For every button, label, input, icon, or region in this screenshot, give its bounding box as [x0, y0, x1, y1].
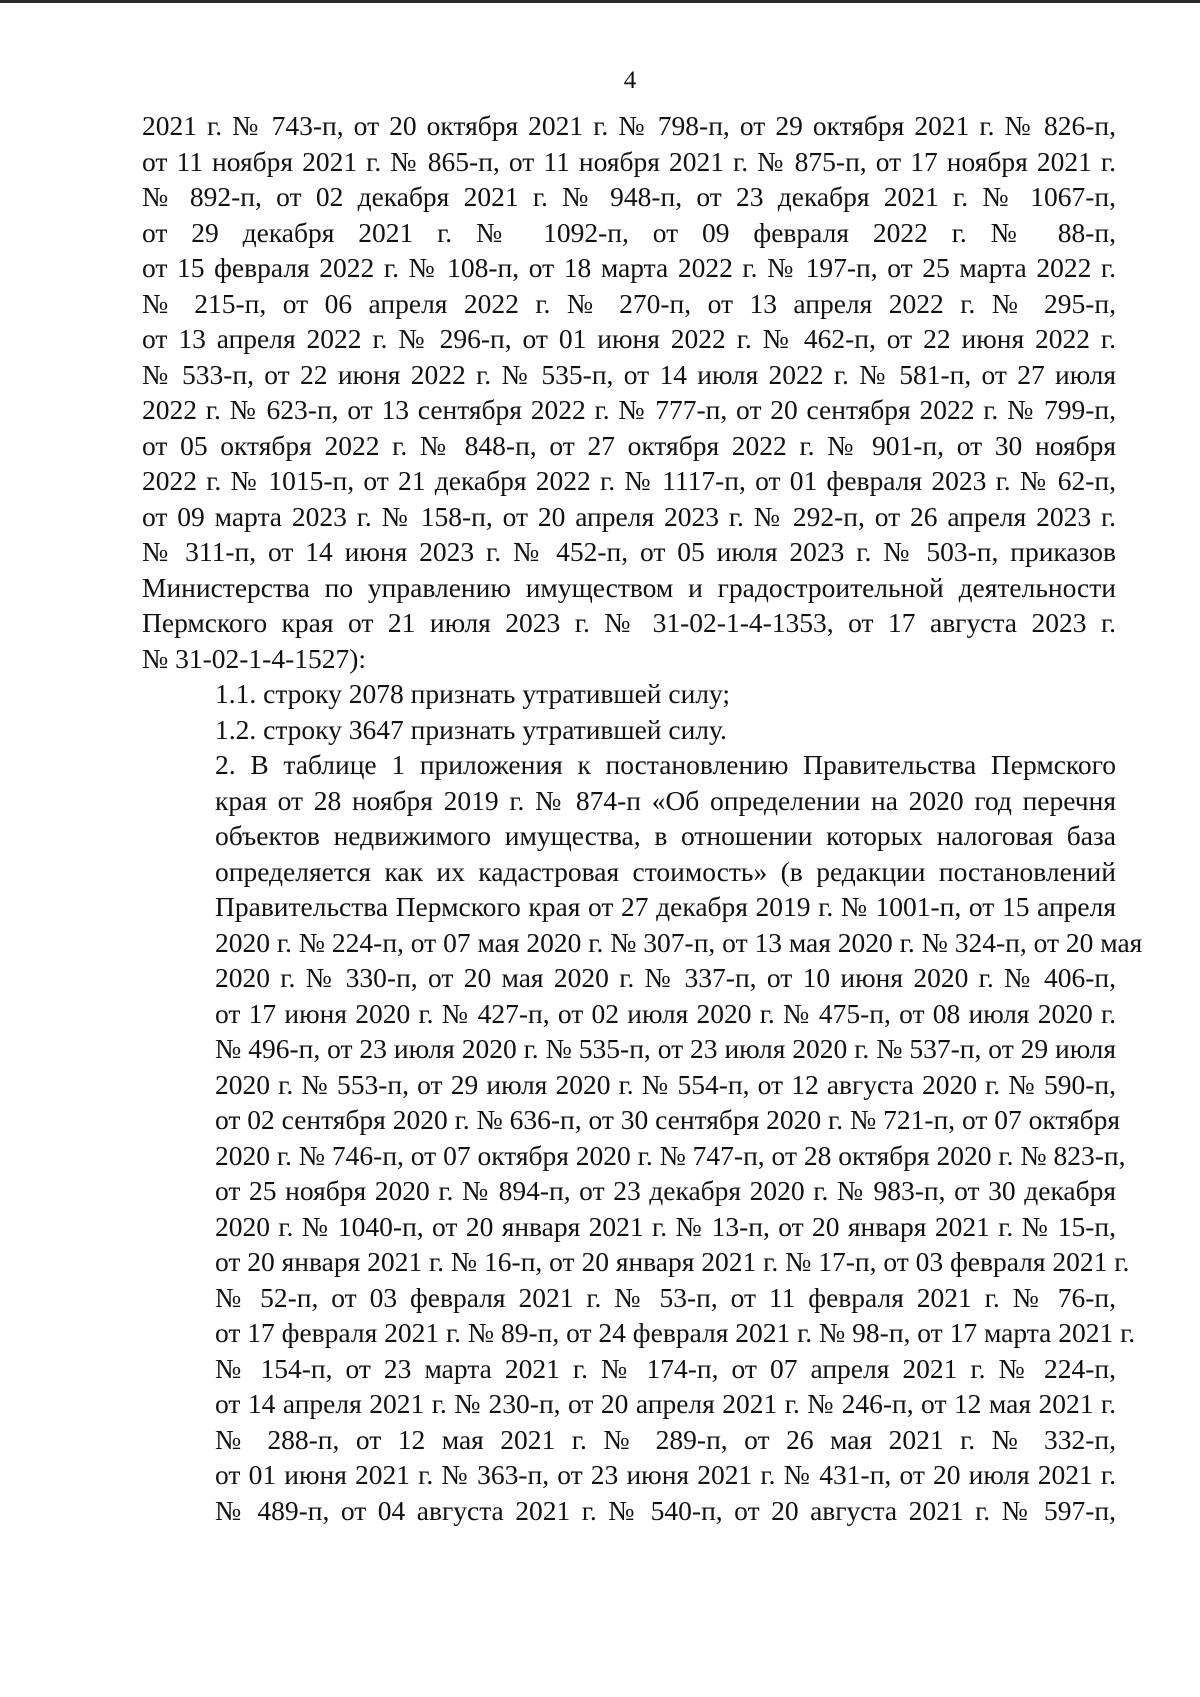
text-line: от 02 сентября 2020 г. № 636-п, от 30 сентября 2020 г. № 721-п, от 07 октября: [215, 1104, 1121, 1135]
text-line: 2021 г. № 743-п, от 20 октября 2021 г. № 798-п, от 29 октября 2021 г. № 826-п,: [142, 110, 1116, 141]
text-line: № 496-п, от 23 июля 2020 г. № 535-п, от 23 июля 2020 г. № 537-п, от 29 июля: [215, 1033, 1116, 1064]
text-line: № 215-п, от 06 апреля 2022 г. № 270-п, от 13 апреля 2022 г. № 295-п,: [142, 287, 1116, 319]
text-line: от 14 апреля 2021 г. № 230-п, от 20 апреля 2021 г. № 246-п, от 12 мая 2021 г.: [215, 1388, 1116, 1419]
text-line: 2020 г. № 330-п, от 20 мая 2020 г. № 337-п, от 10 июня 2020 г. № 406-п,: [215, 962, 1116, 993]
text-line: от 29 декабря 2021 г. № 1092-п, от 09 февраля 2022 г. № 88-п,: [142, 216, 1116, 248]
text-line: 2022 г. № 1015-п, от 21 декабря 2022 г. № 1117-п, от 01 февраля 2023 г. № 62-п,: [142, 465, 1116, 496]
text-line: 2022 г. № 623-п, от 13 сентября 2022 г. № 777-п, от 20 сентября 2022 г. № 799-п,: [142, 394, 1116, 425]
text-line: № 154-п, от 23 марта 2021 г. № 174-п, от 07 апреля 2021 г. № 224-п,: [215, 1352, 1116, 1384]
document-body: [142, 108, 1143, 1528]
text-line: № 31-02-1-4-1527):: [142, 642, 367, 674]
text-line: от 09 марта 2023 г. № 158-п, от 20 апреля 2023 г. № 292-п, от 26 апреля 2023 г.: [142, 500, 1116, 532]
paragraph-p3: [142, 712, 1116, 748]
text-line: № 52-п, от 03 февраля 2021 г. № 53-п, от 11 февраля 2021 г. № 76-п,: [215, 1281, 1116, 1313]
text-line: 1.2. строку 3647 признать утратившей силу.: [215, 713, 727, 745]
scan-top-edge: [0, 0, 1200, 3]
text-line: Министерства по управлению имуществом и градостроительной деятельности: [142, 571, 1116, 603]
text-line: № 288-п, от 12 мая 2021 г. № 289-п, от 26 мая 2021 г. № 332-п,: [215, 1423, 1116, 1455]
text-line: Правительства Пермского края от 27 декабря 2019 г. № 1001-п, от 15 апреля: [215, 891, 1116, 922]
text-line: от 17 февраля 2021 г. № 89-п, от 24 февраля 2021 г. № 98-п, от 17 марта 2021 г.: [215, 1317, 1136, 1348]
text-line: 2020 г. № 553-п, от 29 июля 2020 г. № 554-п, от 12 августа 2020 г. № 590-п,: [215, 1068, 1116, 1100]
text-line: от 01 июня 2021 г. № 363-п, от 23 июня 2021 г. № 431-п, от 20 июля 2021 г.: [215, 1459, 1116, 1490]
text-line: 2. В таблице 1 приложения к постановлению Правительства Пермского: [215, 749, 1116, 780]
text-line: от 11 ноября 2021 г. № 865-п, от 11 ноября 2021 г. № 875-п, от 17 ноября 2021 г.: [142, 145, 1116, 177]
text-line: от 25 ноября 2020 г. № 894-п, от 23 декабря 2020 г. № 983-п, от 30 декабря: [215, 1175, 1116, 1206]
text-line: 2020 г. № 224-п, от 07 мая 2020 г. № 307-п, от 13 мая 2020 г. № 324-п, от 20 мая: [215, 926, 1143, 958]
text-line: № 311-п, от 14 июня 2023 г. № 452-п, от 05 июля 2023 г. № 503-п, приказов: [142, 536, 1116, 567]
text-line: 1.1. строку 2078 признать утратившей силу;: [215, 678, 731, 709]
text-line: 2020 г. № 746-п, от 07 октября 2020 г. № 747-п, от 28 октября 2020 г. № 823-п,: [215, 1139, 1126, 1171]
text-line: № 533-п, от 22 июня 2022 г. № 535-п, от 14 июля 2022 г. № 581-п, от 27 июля: [142, 358, 1116, 390]
text-line: от 13 апреля 2022 г. № 296-п, от 01 июня 2022 г. № 462-п, от 22 июня 2022 г.: [142, 323, 1116, 354]
text-line: от 20 января 2021 г. № 16-п, от 20 января 2021 г. № 17-п, от 03 февраля 2021 г.: [215, 1246, 1130, 1277]
text-line: от 15 февраля 2022 г. № 108-п, от 18 марта 2022 г. № 197-п, от 25 марта 2022 г.: [142, 252, 1116, 283]
text-line: объектов недвижимого имущества, в отношении которых налоговая база: [215, 820, 1116, 851]
paragraph-p4: [142, 747, 1143, 1528]
text-line: 2020 г. № 1040-п, от 20 января 2021 г. № 13-п, от 20 января 2021 г. № 15-п,: [215, 1210, 1116, 1242]
text-line: Пермского края от 21 июля 2023 г. № 31-02-1-4-1353, от 17 августа 2023 г.: [142, 607, 1116, 638]
page-number: 4: [623, 67, 637, 94]
text-line: № 892-п, от 02 декабря 2021 г. № 948-п, от 23 декабря 2021 г. № 1067-п,: [142, 181, 1116, 212]
text-line: определяется как их кадастровая стоимость» (в редакции постановлений: [215, 855, 1116, 887]
text-line: № 489-п, от 04 августа 2021 г. № 540-п, от 20 августа 2021 г. № 597-п,: [215, 1494, 1116, 1526]
paragraph-p2: [142, 676, 1116, 712]
text-line: от 17 июня 2020 г. № 427-п, от 02 июля 2020 г. № 475-п, от 08 июля 2020 г.: [215, 997, 1116, 1029]
paragraph-p1: [142, 108, 1116, 676]
text-line: от 05 октября 2022 г. № 848-п, от 27 октября 2022 г. № 901-п, от 30 ноября: [142, 429, 1116, 461]
text-line: края от 28 ноября 2019 г. № 874-п «Об определении на 2020 год перечня: [215, 784, 1116, 816]
